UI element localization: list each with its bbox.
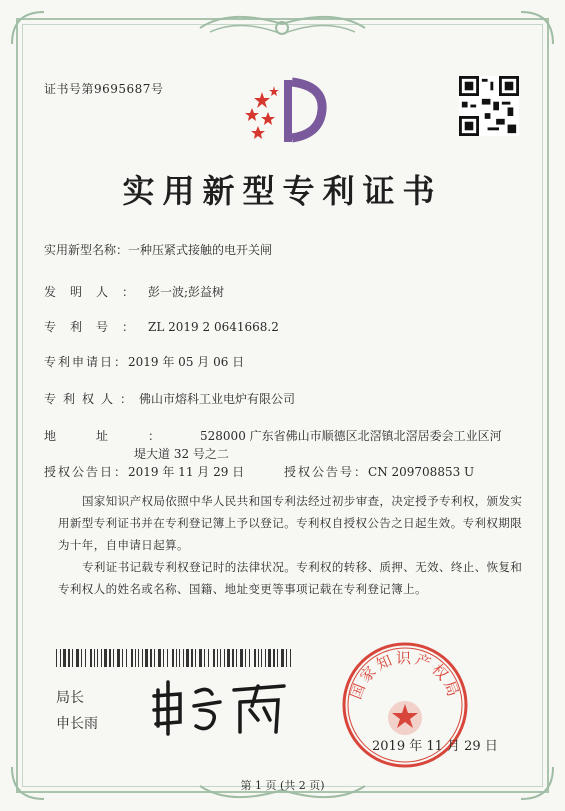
field-label: 专利号： (44, 320, 149, 334)
field-label: 专利申请日： (44, 355, 129, 369)
signatory-title: 局长 (56, 690, 84, 706)
field-value: CN 209708853 U (368, 465, 475, 479)
field-announcement-number (284, 463, 474, 480)
field-label: 实用新型名称： (44, 243, 129, 257)
field-address-line2: 堤大道 32 号之二 (134, 447, 229, 461)
paragraph-legal-status: 专利证书记载专利权登记时的法律状况。专利权的转移、质押、无效、终止、恢复和专利权人的姓名或名称、国籍、地址变更等事项记载在专利登记簿上。 (58, 560, 523, 596)
patent-office-logo (232, 72, 332, 152)
field-announcement-date (44, 463, 244, 480)
field-label: 发明人： (44, 285, 149, 299)
seal-date: 2019 年 11 月 29 日 (372, 739, 498, 754)
certificate-number: 证书号第9695687号 (44, 82, 164, 96)
field-value: 2019 年 05 月 06 日 (128, 355, 245, 369)
seal-text: 国家知识产权局 (346, 649, 464, 702)
field-patentee (44, 390, 295, 407)
corner-ornament-top-right (517, 8, 557, 48)
paragraph-grant-statement: 国家知识产权局依照中华人民共和国专利法经过初步审查，决定授予专利权，颁发实用新型专利证书并在专利登记簿上予以登记。专利权自授权公告之日起生效。专利权期限为十年，自申请日起算。 (58, 494, 523, 552)
field-value: 528000 广东省佛山市顺德区北滘镇北滘居委会工业区河 (200, 429, 502, 443)
qr-code (459, 76, 519, 136)
field-value: 佛山市熔科工业电炉有限公司 (139, 392, 296, 406)
corner-ornament-top-left (8, 8, 48, 48)
field-label: 专利权人： (44, 392, 140, 406)
field-value: 一种压紧式接触的电开关闸 (128, 243, 273, 257)
field-address (44, 427, 502, 444)
field-value: 彭一波;彭益树 (148, 285, 225, 299)
top-ornament (190, 8, 375, 48)
field-utility-model-name (44, 241, 272, 258)
signatory-name: 申长雨 (56, 716, 98, 732)
certificate-title: 实用新型专利证书 (122, 172, 443, 210)
barcode (56, 649, 296, 667)
field-label: 地址： (44, 429, 201, 443)
page-number: 第 1 页 (共 2 页) (240, 779, 325, 792)
field-filing-date (44, 353, 244, 370)
field-inventor (44, 283, 224, 300)
field-patent-number (44, 318, 279, 335)
svg-text:国家知识产权局 (347, 649, 464, 702)
handwritten-signature (150, 676, 300, 736)
field-value: ZL 2019 2 0641668.2 (148, 320, 279, 334)
field-value: 2019 年 11 月 29 日 (128, 465, 245, 479)
field-label: 授权公告号： (284, 465, 369, 479)
field-label: 授权公告日： (44, 465, 129, 479)
